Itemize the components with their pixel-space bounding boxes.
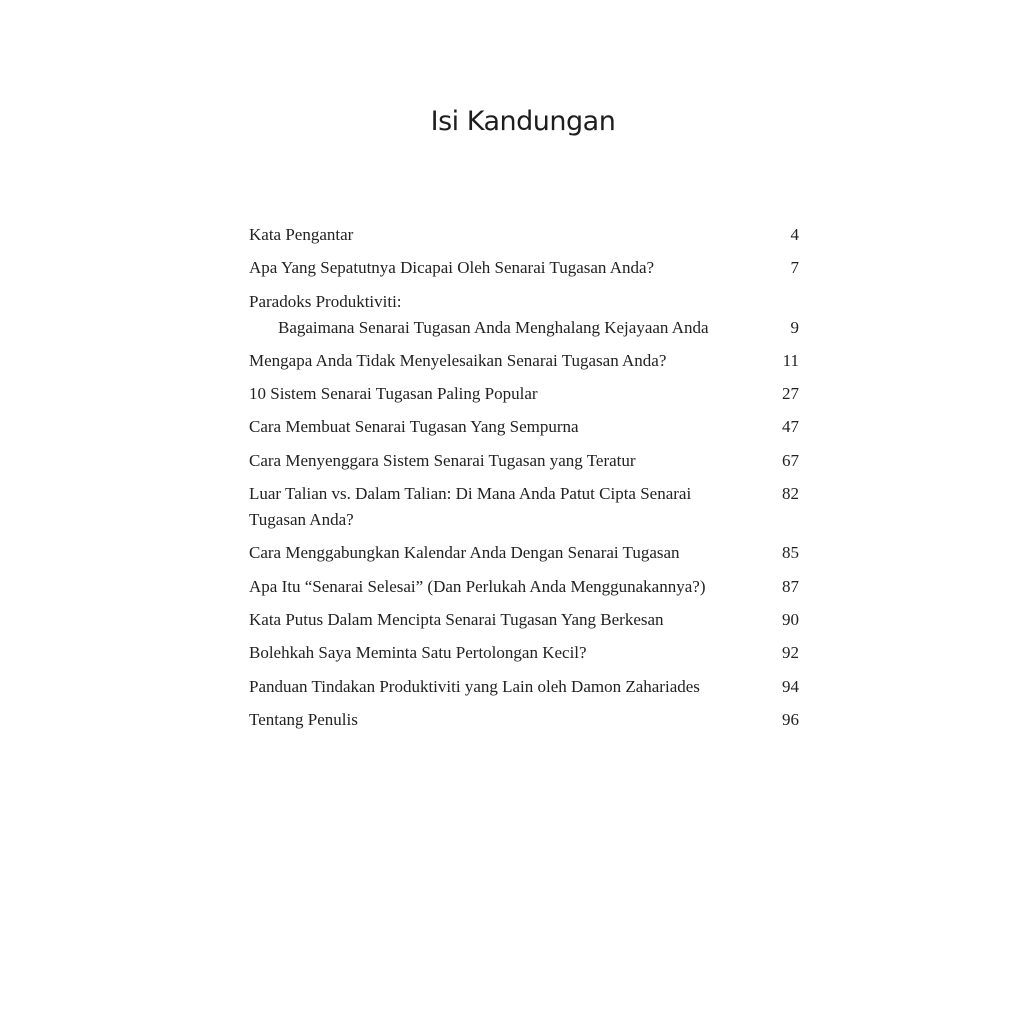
toc-entry-title: Mengapa Anda Tidak Menyelesaikan Senarai Tugasan Anda?: [249, 350, 667, 370]
toc-entry: [249, 348, 799, 374]
toc-page-number: 11: [782, 350, 799, 370]
toc-entry: [249, 607, 799, 633]
toc-entry: [249, 574, 799, 600]
toc-entry-title: Apa Itu “Senarai Selesai” (Dan Perlukah Anda Menggunakannya?): [249, 576, 706, 596]
toc-page-number: 9: [790, 317, 799, 337]
toc-entry-title: Cara Menggabungkan Kalendar Anda Dengan Senarai Tugasan: [249, 543, 680, 563]
toc-page-number: 47: [782, 417, 799, 437]
toc-entry: [249, 255, 799, 281]
toc-entry-title: Tentang Penulis: [249, 709, 358, 729]
toc-entry-title: Luar Talian vs. Dalam Talian: Di Mana Anda Patut Cipta Senarai Tugasan Anda?: [249, 484, 692, 530]
toc-entry: [249, 414, 799, 440]
toc-entry-subtitle: Bagaimana Senarai Tugasan Anda Menghalang Kejayaan Anda: [278, 317, 709, 337]
toc-page-number: 96: [782, 709, 799, 729]
toc-page-number: 82: [782, 484, 799, 504]
toc-page-number: 4: [790, 225, 799, 244]
table-of-contents: [249, 222, 799, 740]
toc-entry-title: Kata Putus Dalam Mencipta Senarai Tugasan Yang Berkesan: [249, 609, 664, 629]
toc-page-number: 94: [782, 676, 799, 696]
toc-entry-title: Kata Pengantar: [249, 225, 354, 244]
toc-entry-title: Apa Yang Sepatutnya Dicapai Oleh Senarai Tugasan Anda?: [249, 258, 655, 278]
toc-entry: [249, 674, 799, 700]
toc-page-number: 90: [782, 609, 799, 629]
toc-page-number: 85: [782, 543, 799, 563]
toc-entry-title: Bolehkah Saya Meminta Satu Pertolongan Kecil?: [249, 643, 587, 663]
toc-page-number: 7: [790, 258, 799, 278]
toc-entry-title: 10 Sistem Senarai Tugasan Paling Popular: [249, 384, 538, 404]
toc-entry-title-group: [249, 289, 775, 341]
toc-entry: [249, 448, 799, 474]
toc-page-number: 67: [782, 450, 799, 470]
toc-entry: [249, 222, 799, 248]
toc-entry: [249, 289, 799, 341]
toc-page-number: 92: [782, 643, 799, 663]
toc-entry: [249, 481, 799, 533]
page-title: Isi Kandungan: [430, 106, 616, 137]
toc-entry: [249, 707, 799, 733]
toc-entry: [249, 381, 799, 407]
toc-entry-title: Paradoks Produktiviti:: [249, 291, 402, 311]
toc-page-number: 87: [782, 576, 799, 596]
toc-entry-title: Panduan Tindakan Produktiviti yang Lain oleh Damon Zahariades: [249, 676, 700, 696]
toc-entry: [249, 640, 799, 666]
toc-entry: [249, 540, 799, 566]
toc-entry-title: Cara Membuat Senarai Tugasan Yang Sempurna: [249, 417, 579, 437]
toc-entry-title: Cara Menyenggara Sistem Senarai Tugasan yang Teratur: [249, 450, 636, 470]
toc-page-number: 27: [782, 384, 799, 404]
